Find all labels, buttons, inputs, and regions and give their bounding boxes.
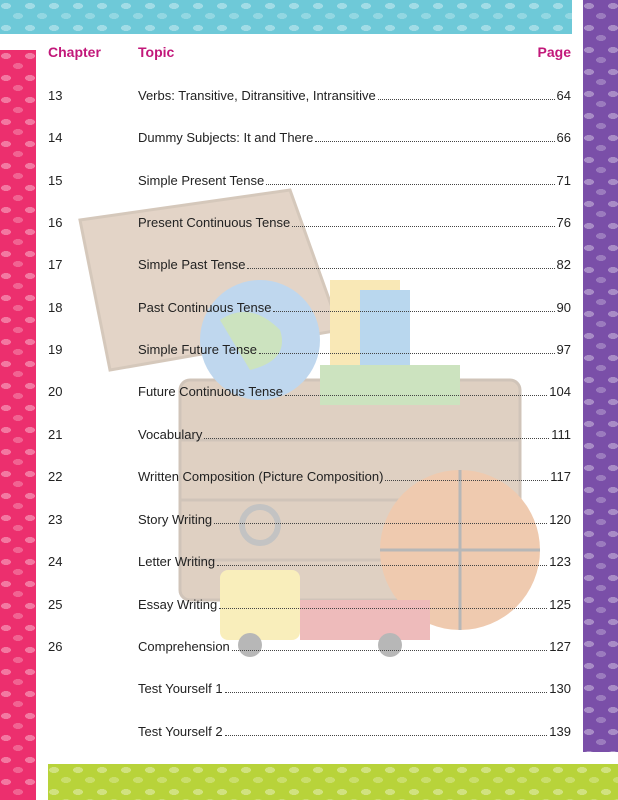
topic-title: Simple Present Tense [138,173,265,188]
page-number: 90 [556,300,571,315]
topic-title: Test Yourself 1 [138,681,223,696]
toc-row [48,88,571,108]
toc-row [48,554,571,574]
page-number: 76 [556,215,571,230]
page-number: 82 [556,257,571,272]
toc-row [48,384,571,404]
topic-title: Simple Future Tense [138,342,257,357]
topic-column-header: Topic [138,44,175,60]
toc-row [48,215,571,235]
toc-row [48,300,571,320]
page-number: 139 [549,724,571,739]
dot-leader [266,183,554,185]
dot-leader [378,98,555,100]
dot-leader [219,607,547,609]
page-number: 127 [549,639,571,654]
chapter-number: 25 [48,597,63,612]
topic-title: Comprehension [138,639,230,654]
dot-leader [247,267,554,269]
toc-row [48,173,571,193]
page-column-header: Page [537,44,571,60]
topic-title: Story Writing [138,512,213,527]
dot-leader [204,437,549,439]
page-number: 71 [556,173,571,188]
toc-row [48,130,571,150]
topic-title: Written Composition (Picture Composition) [138,469,384,484]
toc-row [48,639,571,659]
toc-row [48,512,571,532]
page-number: 64 [556,88,571,103]
chapter-number: 24 [48,554,63,569]
page-number: 120 [549,512,571,527]
page-number: 130 [549,681,571,696]
chapter-number: 15 [48,173,63,188]
page-number: 66 [556,130,571,145]
dot-leader [385,479,548,481]
chapter-number: 19 [48,342,63,357]
chapter-number: 18 [48,300,63,315]
chapter-number: 23 [48,512,63,527]
topic-title: Essay Writing [138,597,218,612]
page-number: 97 [556,342,571,357]
page-number: 104 [549,384,571,399]
toc-row [48,257,571,277]
toc-row [48,342,571,362]
topic-title: Dummy Subjects: It and There [138,130,314,145]
topic-title: Past Continuous Tense [138,300,272,315]
chapter-number: 22 [48,469,63,484]
chapter-number: 13 [48,88,63,103]
dot-leader [232,649,548,651]
topic-title: Simple Past Tense [138,257,246,272]
toc-row [48,724,571,744]
page-number: 125 [549,597,571,612]
topic-title: Future Continuous Tense [138,384,284,399]
chapter-number: 16 [48,215,63,230]
chapter-number: 20 [48,384,63,399]
topic-title: Verbs: Transitive, Ditransitive, Intransitive [138,88,376,103]
toc-row [48,681,571,701]
dot-leader [292,225,554,227]
page-number: 111 [551,427,571,442]
dot-leader [285,394,547,396]
toc-row [48,469,571,489]
page-number: 123 [549,554,571,569]
chapter-number: 17 [48,257,63,272]
chapter-column-header: Chapter [48,44,101,60]
dot-leader [214,522,547,524]
page-number: 117 [550,469,571,484]
toc-row [48,597,571,617]
topic-title: Vocabulary [138,427,203,442]
dot-leader [217,564,547,566]
dot-leader [259,352,555,354]
topic-title: Present Continuous Tense [138,215,291,230]
dot-leader [225,734,548,736]
dot-leader [225,691,548,693]
dot-leader [315,140,554,142]
dot-leader [273,310,554,312]
chapter-number: 14 [48,130,63,145]
chapter-number: 21 [48,427,63,442]
topic-title: Letter Writing [138,554,216,569]
chapter-number: 26 [48,639,63,654]
toc-row [48,427,571,447]
topic-title: Test Yourself 2 [138,724,223,739]
